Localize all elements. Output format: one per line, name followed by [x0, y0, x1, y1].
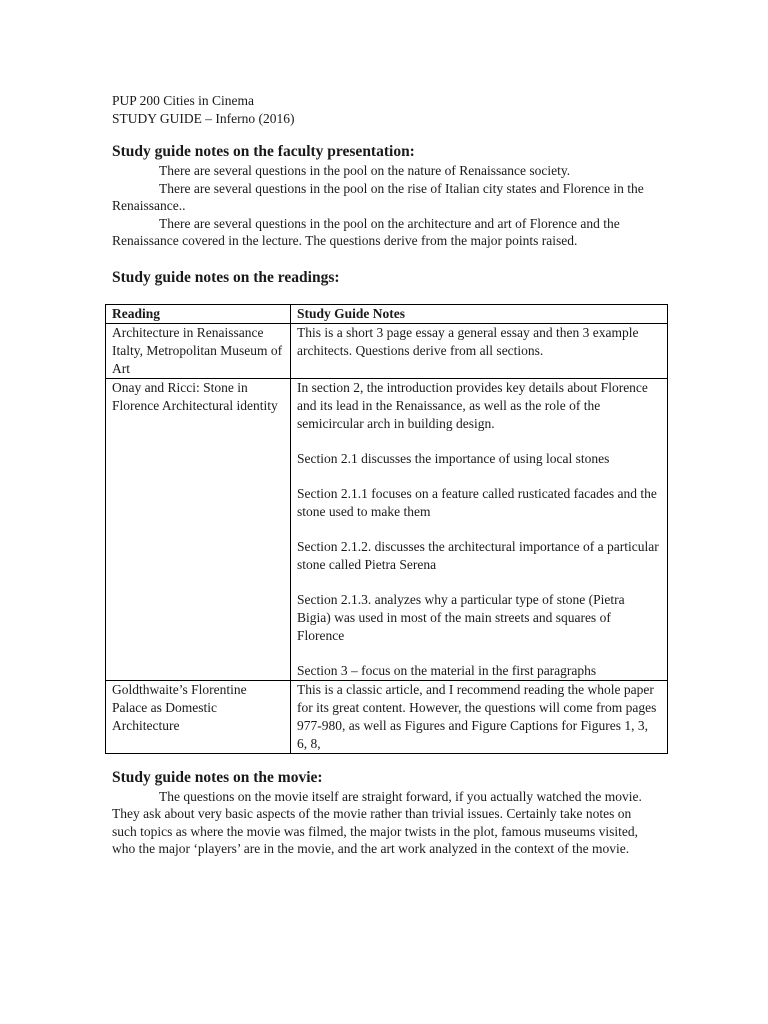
readings-table [105, 304, 668, 754]
note-text: Section 2.1.3. analyzes why a particular type of stone (Pietra Bigia) was used in most of the main streets and squares of Florence [297, 591, 625, 643]
column-header-reading: Reading [106, 304, 291, 323]
note-text: Section 2.1.2. discusses the architectural importance of a particular stone called Pietra Serena [297, 538, 659, 572]
notes-cell [291, 323, 668, 378]
note-text: In section 2, the introduction provides key details about Florence and its lead in the Renaissance, as well as the role of the semicircular arch in building design. [297, 379, 648, 431]
faculty-section [112, 142, 658, 250]
reading-cell: Goldthwaite’s Florentine Palace as Domestic Architecture [106, 680, 291, 753]
table-row [106, 680, 668, 753]
course-title: PUP 200 Cities in Cinema [112, 93, 255, 108]
movie-heading: Study guide notes on the movie: [112, 768, 323, 786]
readings-section [112, 268, 658, 754]
reading-cell: Onay and Ricci: Stone in Florence Architectural identity [106, 378, 291, 680]
table-row [106, 323, 668, 378]
notes-cell [291, 378, 668, 680]
column-header-notes: Study Guide Notes [291, 304, 668, 323]
faculty-heading: Study guide notes on the faculty presentation: [112, 143, 415, 160]
table-header-row [106, 304, 668, 323]
readings-heading: Study guide notes on the readings: [112, 268, 340, 286]
faculty-paragraph: There are several questions in the pool on the nature of Renaissance society. [159, 163, 571, 178]
note-text: This is a classic article, and I recommend reading the whole paper for its great content. However, the questions will come from pages 977-980, as well as Figures and Figure Captions for Figures 1, 3, 6, 8, [297, 681, 657, 751]
notes-cell [291, 680, 668, 753]
document-page [112, 92, 658, 858]
faculty-paragraph: There are several questions in the pool on the rise of Italian city states and Florence in the Renaissance.. [112, 180, 644, 213]
note-text: Section 3 – focus on the material in the first paragraphs [297, 662, 597, 678]
study-guide-title: STUDY GUIDE – Inferno (2016) [112, 111, 295, 126]
movie-section [112, 768, 658, 858]
movie-paragraph: The questions on the movie itself are straight forward, if you actually watched the movie. They ask about very basic aspects of the movie rather than trivial issues. Certainly take notes on such topics as where the movie was filmed, the major twists in the plot, famous museums visited, who the major ‘players’ are in the movie, and the art work analyzed in the context of the movie. [112, 788, 642, 856]
note-text: Section 2.1.1 focuses on a feature called rusticated facades and the stone used to make them [297, 485, 657, 519]
note-text: Section 2.1 discusses the importance of using local stones [297, 450, 610, 466]
reading-cell: Architecture in Renaissance Italty, Metropolitan Museum of Art [106, 323, 291, 378]
table-row [106, 378, 668, 680]
note-text: This is a short 3 page essay a general essay and then 3 example architects. Questions derive from all sections. [297, 324, 639, 358]
faculty-paragraph: There are several questions in the pool on the architecture and art of Florence and the Renaissance covered in the lecture. The questions derive from the major points raised. [112, 215, 620, 248]
